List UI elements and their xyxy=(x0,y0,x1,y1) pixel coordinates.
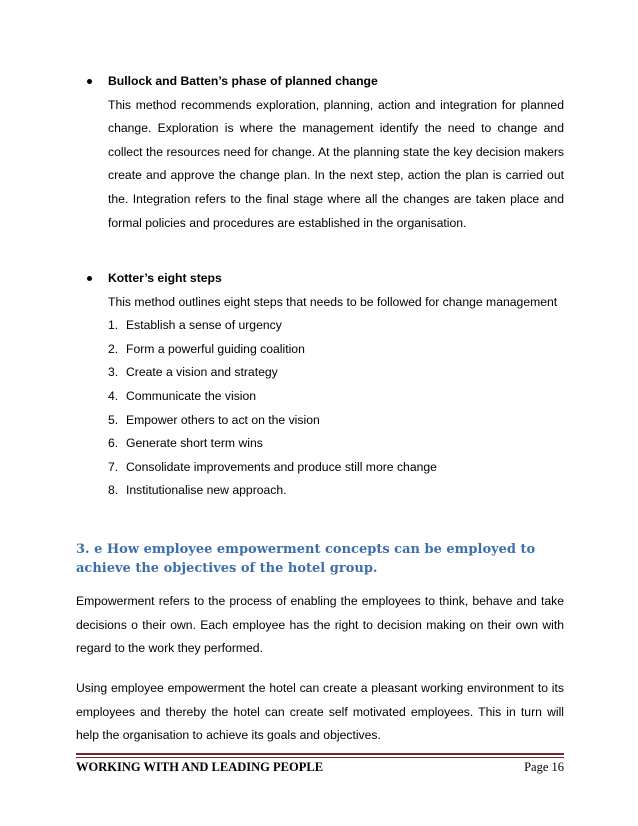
page-number: Page 16 xyxy=(524,760,564,774)
section-intro: This method outlines eight steps that needs to be followed for change management xyxy=(108,294,558,309)
list-item: 1. Establish a sense of urgency xyxy=(108,318,282,333)
section-title: Bullock and Batten’s phase of planned change xyxy=(108,74,378,88)
bullet-icon xyxy=(87,276,92,281)
list-item: 4. Communicate the vision xyxy=(108,388,257,403)
bullet-heading xyxy=(76,70,564,94)
list-item: 3. Create a vision and strategy xyxy=(108,365,278,380)
section-kotter xyxy=(76,267,564,503)
list-item: 2. Form a powerful guiding coalition xyxy=(108,341,305,356)
list-item: 7. Consolidate improvements and produce still more change xyxy=(108,459,437,474)
footer-title: WORKING WITH AND LEADING PEOPLE xyxy=(76,760,324,774)
footer-rule-thin xyxy=(76,757,564,758)
section-paragraph: This method recommends exploration, planning, action and integration for planned change. Exploration is where the management identify the need to change and collect the resources need for change. At the planning state the key decision makers create and approve the change plan. In the next step, action the plan is carried out the. Integration refers to the final stage where all the changes are taken place and formal policies and procedures are established in the organisation. xyxy=(108,97,564,230)
steps-list xyxy=(76,314,564,503)
body-paragraph: Empowerment refers to the process of enabling the employees to think, behave and take decisions o their own. Each employee has the right to decision making on their own with regard to the work they performed. xyxy=(76,594,564,656)
list-item: 8. Institutionalise new approach. xyxy=(108,483,287,498)
section-bullock-batten xyxy=(76,70,564,235)
section-title: Kotter’s eight steps xyxy=(108,271,222,285)
page-footer xyxy=(76,760,564,775)
section-heading: 3. e How employee empowerment concepts can be employed to achieve the objectives of the hotel group. xyxy=(76,542,536,576)
list-item: 6. Generate short term wins xyxy=(108,436,263,451)
footer-rule xyxy=(76,753,564,755)
bullet-icon xyxy=(87,79,92,84)
body-paragraph: Using employee empowerment the hotel can create a pleasant working environment to its employees and thereby the hotel can create self motivated employees. This in turn will help the organisation to achieve its goals and objectives. xyxy=(76,681,564,743)
bullet-heading xyxy=(76,267,564,291)
list-item: 5. Empower others to act on the vision xyxy=(108,412,320,427)
